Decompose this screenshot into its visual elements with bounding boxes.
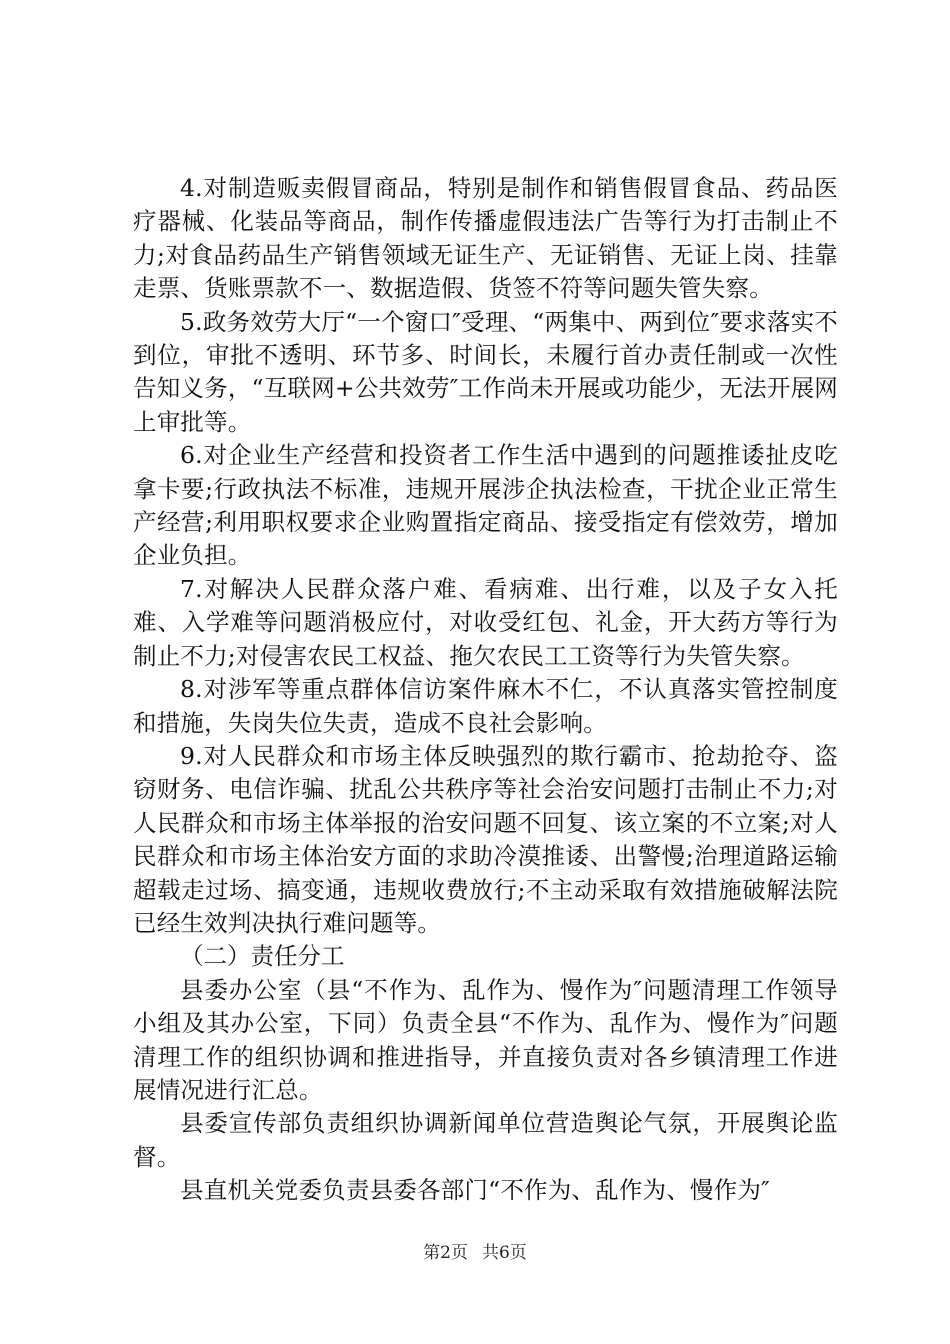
paragraph-party-committee: 县直机关党委负责县委各部门“不作为、乱作为、慢作为″ [180, 1176, 770, 1205]
page-footer [0, 1242, 950, 1264]
paragraph-item-7: 7.对解决人民群众落户难、看病难、出行难，以及子女入托难、入学难等问题消极应付，对收受红包、礼金，开大药方等行为制止不力;对侵害农民工权益、拖欠农民工工资等行为失管失察。 [133, 574, 838, 670]
paragraph-item-4: 4.对制造贩卖假冒商品，特别是制作和销售假冒食品、药品医疗器械、化装品等商品，制作传播虚假违法广告等行为打击制止不力;对食品药品生产销售领域无证生产、无证销售、无证上岗、挂靠走票、货账票款不一、数据造假、货签不符等问题失管失察。 [133, 174, 838, 303]
page-total: 共6页 [482, 1243, 527, 1263]
page-number: 第2页 [423, 1243, 468, 1263]
document-body [133, 172, 838, 1208]
paragraph-county-office: 县委办公室（县“不作为、乱作为、慢作为″问题清理工作领导小组及其办公室，下同）负责全县“不作为、乱作为、慢作为″问题清理工作的组织协调和推进指导，并直接负责对各乡镇清理工作进展情况进行汇总。 [133, 975, 838, 1104]
paragraph-propaganda-dept: 县委宣传部负责组织协调新闻单位营造舆论气氛，开展舆论监督。 [133, 1109, 838, 1171]
section-heading: （二）责任分工 [180, 942, 345, 971]
paragraph-item-5: 5.政务效劳大厅“一个窗口″受理、“两集中、两到位″要求落实不到位，审批不透明、环节多、时间长，未履行首办责任制或一次性告知义务，“互联网+公共效劳″工作尚未开展或功能少，无法开展网上审批等。 [133, 307, 838, 436]
paragraph-item-8: 8.对涉军等重点群体信访案件麻木不仁，不认真落实管控制度和措施，失岗失位失责，造成不良社会影响。 [133, 675, 838, 737]
paragraph-item-9: 9.对人民群众和市场主体反映强烈的欺行霸市、抢劫抢夺、盗窃财务、电信诈骗、扰乱公共秩序等社会治安问题打击制止不力;对人民群众和市场主体举报的治安问题不回复、该立案的不立案;对人民群众和市场主体治安方面的求助冷漠推诿、出警慢;治理道路运输超载走过场、搞变通，违规收费放行;不主动采取有效措施破解法院已经生效判决执行难问题等。 [133, 741, 838, 937]
paragraph-item-6: 6.对企业生产经营和投资者工作生活中遇到的问题推诿扯皮吃拿卡要;行政执法不标准，违规开展涉企执法检查，干扰企业正常生产经营;利用职权要求企业购置指定商品、接受指定有偿效劳，增加企业负担。 [133, 441, 838, 570]
